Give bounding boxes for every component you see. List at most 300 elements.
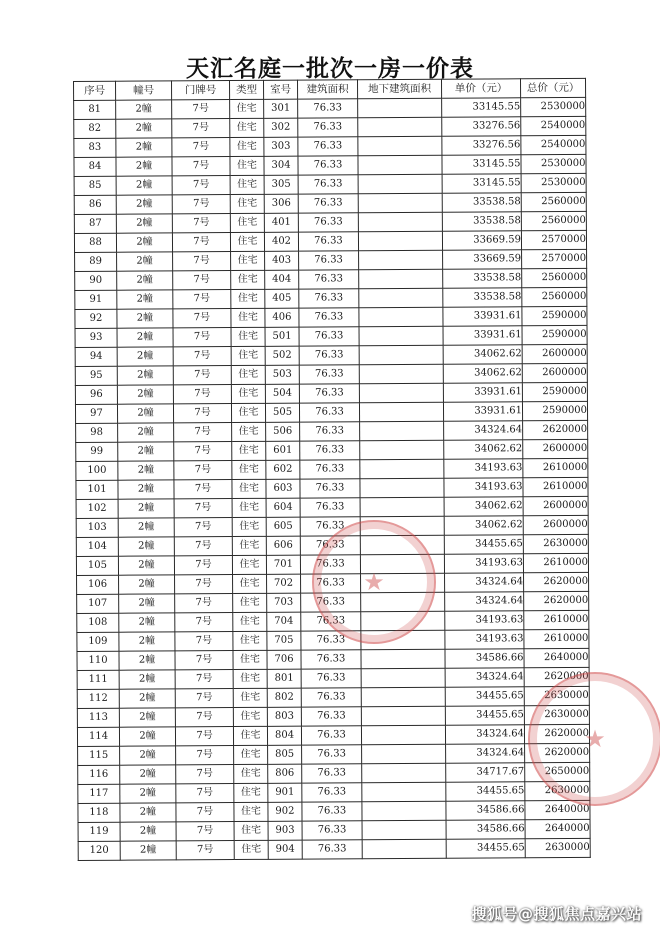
cell-underground-area <box>362 801 446 821</box>
cell-building: 2幢 <box>116 214 172 233</box>
cell-underground-area <box>359 383 443 403</box>
cell-room: 301 <box>264 99 298 118</box>
cell-door-number: 7号 <box>172 176 230 195</box>
cell-type: 住宅 <box>230 232 264 251</box>
cell-type: 住宅 <box>230 175 264 194</box>
cell-building: 2幢 <box>119 708 175 727</box>
cell-index: 87 <box>74 214 116 233</box>
cell-index: 85 <box>74 176 116 195</box>
table-row <box>77 724 589 746</box>
cell-building: 2幢 <box>118 423 174 442</box>
table-row <box>74 135 586 157</box>
cell-type: 住宅 <box>231 384 265 403</box>
cell-area: 76.33 <box>299 384 359 403</box>
cell-unit-price: 33931.61 <box>443 326 522 345</box>
cell-door-number: 7号 <box>172 100 230 119</box>
cell-index: 112 <box>77 689 119 708</box>
cell-type: 住宅 <box>233 631 267 650</box>
cell-total-price: 2630000 <box>525 838 590 857</box>
cell-index: 120 <box>78 841 120 860</box>
cell-building: 2幢 <box>118 537 174 556</box>
cell-underground-area <box>361 687 445 707</box>
cell-room: 805 <box>268 745 302 764</box>
cell-index: 110 <box>77 651 119 670</box>
table-row <box>74 211 586 233</box>
cell-room: 501 <box>265 327 299 346</box>
cell-type: 住宅 <box>233 574 267 593</box>
cell-unit-price: 34586.66 <box>446 801 525 820</box>
cell-type: 住宅 <box>234 821 268 840</box>
cell-area: 76.33 <box>300 517 360 536</box>
cell-index: 90 <box>75 271 117 290</box>
cell-total-price: 2610000 <box>523 553 588 572</box>
cell-area: 76.33 <box>301 612 361 631</box>
cell-type: 住宅 <box>232 555 266 574</box>
cell-total-price: 2620000 <box>523 420 588 439</box>
cell-total-price: 2540000 <box>521 116 586 135</box>
cell-area: 76.33 <box>302 783 362 802</box>
cell-room: 703 <box>267 593 301 612</box>
cell-underground-area <box>362 782 446 802</box>
cell-index: 88 <box>74 233 116 252</box>
cell-door-number: 7号 <box>174 556 232 575</box>
cell-total-price: 2590000 <box>522 401 587 420</box>
cell-underground-area <box>360 459 444 479</box>
cell-area: 76.33 <box>301 726 361 745</box>
cell-total-price: 2640000 <box>525 800 590 819</box>
cell-type: 住宅 <box>230 118 264 137</box>
cell-area: 76.33 <box>299 365 359 384</box>
table-row <box>75 363 587 385</box>
cell-total-price: 2620000 <box>524 667 589 686</box>
cell-underground-area <box>358 193 442 213</box>
cell-unit-price: 34062.62 <box>443 345 522 364</box>
table-row <box>76 439 588 461</box>
cell-room: 502 <box>265 346 299 365</box>
cell-building: 2幢 <box>120 746 176 765</box>
table-row <box>77 686 589 708</box>
table-row <box>78 819 590 841</box>
header-cell-door-number: 门牌号 <box>172 81 230 100</box>
cell-underground-area <box>362 744 446 764</box>
cell-building: 2幢 <box>120 841 176 860</box>
cell-total-price: 2620000 <box>524 591 589 610</box>
cell-building: 2幢 <box>120 765 176 784</box>
cell-room: 903 <box>268 821 302 840</box>
cell-index: 100 <box>76 461 118 480</box>
cell-index: 99 <box>76 442 118 461</box>
cell-room: 904 <box>268 840 302 859</box>
cell-type: 住宅 <box>230 156 264 175</box>
table-row <box>75 249 587 271</box>
cell-door-number: 7号 <box>173 271 231 290</box>
cell-door-number: 7号 <box>173 290 231 309</box>
cell-type: 住宅 <box>233 612 267 631</box>
cell-door-number: 7号 <box>175 613 233 632</box>
cell-door-number: 7号 <box>174 423 232 442</box>
table-row <box>77 667 589 689</box>
cell-area: 76.33 <box>300 555 360 574</box>
cell-type: 住宅 <box>234 802 268 821</box>
cell-index: 96 <box>75 385 117 404</box>
cell-area: 76.33 <box>301 631 361 650</box>
cell-building: 2幢 <box>119 651 175 670</box>
header-cell-unit-price: 单价（元） <box>441 79 520 98</box>
cell-index: 102 <box>76 499 118 518</box>
cell-building: 2幢 <box>117 347 173 366</box>
cell-room: 803 <box>267 707 301 726</box>
cell-unit-price: 34455.65 <box>446 782 525 801</box>
cell-type: 住宅 <box>231 346 265 365</box>
cell-room: 706 <box>267 650 301 669</box>
cell-underground-area <box>359 345 443 365</box>
cell-unit-price: 34062.62 <box>444 440 523 459</box>
cell-type: 住宅 <box>233 726 267 745</box>
cell-area: 76.33 <box>302 745 362 764</box>
cell-area: 76.33 <box>301 707 361 726</box>
cell-index: 83 <box>74 138 116 157</box>
cell-door-number: 7号 <box>174 537 232 556</box>
cell-total-price: 2630000 <box>525 781 590 800</box>
cell-building: 2幢 <box>118 556 174 575</box>
cell-total-price: 2590000 <box>522 382 587 401</box>
cell-index: 109 <box>77 632 119 651</box>
cell-building: 2幢 <box>117 309 173 328</box>
cell-building: 2幢 <box>119 594 175 613</box>
cell-room: 605 <box>266 517 300 536</box>
cell-building: 2幢 <box>118 499 174 518</box>
table-row <box>77 648 589 670</box>
cell-type: 住宅 <box>232 479 266 498</box>
cell-room: 305 <box>264 175 298 194</box>
cell-total-price: 2640000 <box>525 819 590 838</box>
cell-index: 98 <box>76 423 118 442</box>
cell-type: 住宅 <box>231 251 265 270</box>
cell-room: 902 <box>268 802 302 821</box>
table-row <box>78 781 590 803</box>
cell-building: 2幢 <box>119 670 175 689</box>
table-row <box>74 116 586 138</box>
cell-index: 93 <box>75 328 117 347</box>
table-row <box>75 287 587 309</box>
cell-building: 2幢 <box>117 385 173 404</box>
cell-room: 705 <box>267 631 301 650</box>
cell-area: 76.33 <box>301 593 361 612</box>
cell-door-number: 7号 <box>172 138 230 157</box>
cell-area: 76.33 <box>298 137 358 156</box>
cell-door-number: 7号 <box>176 784 234 803</box>
cell-building: 2幢 <box>116 100 172 119</box>
cell-total-price: 2590000 <box>522 325 587 344</box>
cell-unit-price: 33931.61 <box>443 307 522 326</box>
cell-type: 住宅 <box>232 422 266 441</box>
cell-door-number: 7号 <box>175 632 233 651</box>
cell-room: 403 <box>265 251 299 270</box>
cell-room: 505 <box>265 403 299 422</box>
cell-unit-price: 34062.62 <box>444 516 523 535</box>
header-cell-total-price: 总价（元） <box>520 78 585 97</box>
table-row <box>75 325 587 347</box>
cell-door-number: 7号 <box>172 214 230 233</box>
cell-index: 94 <box>75 347 117 366</box>
cell-unit-price: 34193.63 <box>445 630 524 649</box>
table-row <box>74 173 586 195</box>
cell-type: 住宅 <box>230 99 264 118</box>
cell-area: 76.33 <box>300 479 360 498</box>
cell-underground-area <box>358 117 442 137</box>
cell-underground-area <box>362 820 446 840</box>
cell-total-price: 2620000 <box>525 743 590 762</box>
cell-area: 76.33 <box>301 650 361 669</box>
page-title: 天汇名庭一批次一房一价表 <box>186 55 474 82</box>
cell-building: 2幢 <box>119 613 175 632</box>
cell-door-number: 7号 <box>174 499 232 518</box>
cell-door-number: 7号 <box>176 746 234 765</box>
cell-door-number: 7号 <box>172 233 230 252</box>
cell-total-price: 2610000 <box>523 458 588 477</box>
cell-room: 801 <box>267 669 301 688</box>
cell-unit-price: 34586.66 <box>446 820 525 839</box>
cell-unit-price: 33931.61 <box>443 383 522 402</box>
cell-unit-price: 33669.59 <box>442 231 521 250</box>
cell-room: 302 <box>264 118 298 137</box>
cell-unit-price: 33276.56 <box>442 117 521 136</box>
cell-total-price: 2620000 <box>524 724 589 743</box>
cell-index: 108 <box>77 613 119 632</box>
cell-door-number: 7号 <box>174 442 232 461</box>
cell-room: 604 <box>266 498 300 517</box>
cell-underground-area <box>359 402 443 422</box>
cell-unit-price: 33538.58 <box>442 193 521 212</box>
cell-building: 2幢 <box>118 442 174 461</box>
cell-room: 303 <box>264 137 298 156</box>
cell-building: 2幢 <box>117 328 173 347</box>
cell-type: 住宅 <box>230 137 264 156</box>
cell-unit-price: 34062.62 <box>443 364 522 383</box>
table-row <box>77 705 589 727</box>
cell-building: 2幢 <box>116 176 172 195</box>
cell-index: 115 <box>78 746 120 765</box>
cell-index: 81 <box>74 100 116 119</box>
cell-door-number: 7号 <box>175 708 233 727</box>
cell-area: 76.33 <box>298 175 358 194</box>
cell-total-price: 2650000 <box>525 762 590 781</box>
cell-total-price: 2610000 <box>523 477 588 496</box>
table-row <box>76 477 588 499</box>
cell-unit-price: 33145.55 <box>442 155 521 174</box>
cell-area: 76.33 <box>298 118 358 137</box>
cell-total-price: 2560000 <box>522 268 587 287</box>
cell-index: 104 <box>76 537 118 556</box>
cell-underground-area <box>361 649 445 669</box>
cell-door-number: 7号 <box>173 366 231 385</box>
cell-total-price: 2540000 <box>521 135 586 154</box>
cell-building: 2幢 <box>116 138 172 157</box>
cell-door-number: 7号 <box>173 347 231 366</box>
cell-type: 住宅 <box>234 783 268 802</box>
cell-underground-area <box>360 478 444 498</box>
cell-total-price: 2610000 <box>524 610 589 629</box>
cell-area: 76.33 <box>299 251 359 270</box>
cell-type: 住宅 <box>231 270 265 289</box>
cell-door-number: 7号 <box>175 594 233 613</box>
cell-building: 2幢 <box>116 157 172 176</box>
cell-index: 113 <box>77 708 119 727</box>
cell-type: 住宅 <box>232 536 266 555</box>
cell-index: 105 <box>76 556 118 575</box>
cell-index: 107 <box>77 594 119 613</box>
header-cell-underground-area: 地下建筑面积 <box>357 79 441 99</box>
cell-area: 76.33 <box>301 669 361 688</box>
table-row <box>78 838 590 860</box>
cell-underground-area <box>361 668 445 688</box>
cell-type: 住宅 <box>232 517 266 536</box>
cell-unit-price: 34062.62 <box>444 497 523 516</box>
cell-unit-price: 34324.64 <box>445 573 524 592</box>
cell-total-price: 2600000 <box>523 515 588 534</box>
cell-index: 111 <box>77 670 119 689</box>
table-row <box>75 382 587 404</box>
cell-building: 2幢 <box>120 784 176 803</box>
cell-underground-area <box>361 706 445 726</box>
cell-underground-area <box>358 98 442 118</box>
cell-room: 506 <box>266 422 300 441</box>
cell-type: 住宅 <box>234 745 268 764</box>
cell-index: 101 <box>76 480 118 499</box>
cell-total-price: 2610000 <box>524 629 589 648</box>
cell-index: 84 <box>74 157 116 176</box>
cell-underground-area <box>359 250 443 270</box>
cell-door-number: 7号 <box>176 803 234 822</box>
cell-underground-area <box>362 763 446 783</box>
cell-room: 601 <box>266 441 300 460</box>
cell-door-number: 7号 <box>176 841 234 860</box>
cell-underground-area <box>362 839 446 859</box>
cell-type: 住宅 <box>233 707 267 726</box>
cell-index: 117 <box>78 784 120 803</box>
cell-total-price: 2630000 <box>524 686 589 705</box>
cell-area: 76.33 <box>299 346 359 365</box>
cell-room: 504 <box>265 384 299 403</box>
cell-type: 住宅 <box>233 688 267 707</box>
cell-area: 76.33 <box>300 536 360 555</box>
cell-unit-price: 34193.63 <box>445 611 524 630</box>
cell-area: 76.33 <box>301 574 361 593</box>
cell-total-price: 2560000 <box>522 287 587 306</box>
cell-door-number: 7号 <box>175 575 233 594</box>
cell-unit-price: 33538.58 <box>443 288 522 307</box>
cell-door-number: 7号 <box>173 309 231 328</box>
cell-building: 2幢 <box>118 480 174 499</box>
cell-total-price: 2530000 <box>521 173 586 192</box>
official-seal: ★ <box>528 672 660 806</box>
cell-door-number: 7号 <box>176 822 234 841</box>
cell-type: 住宅 <box>231 327 265 346</box>
cell-building: 2幢 <box>118 461 174 480</box>
cell-room: 702 <box>267 574 301 593</box>
cell-building: 2幢 <box>120 803 176 822</box>
cell-building: 2幢 <box>117 404 173 423</box>
cell-room: 704 <box>267 612 301 631</box>
cell-index: 82 <box>74 119 116 138</box>
table-row <box>74 97 586 119</box>
cell-unit-price: 34193.63 <box>444 459 523 478</box>
cell-underground-area <box>358 212 442 232</box>
source-watermark: 搜狐号@搜狐焦点嘉兴站 <box>471 905 642 923</box>
cell-room: 802 <box>267 688 301 707</box>
cell-area: 76.33 <box>301 688 361 707</box>
cell-area: 76.33 <box>302 802 362 821</box>
cell-unit-price: 34586.66 <box>445 649 524 668</box>
cell-underground-area <box>360 440 444 460</box>
cell-total-price: 2560000 <box>521 211 586 230</box>
cell-room: 306 <box>264 194 298 213</box>
cell-area: 76.33 <box>302 840 362 859</box>
table-row <box>75 306 587 328</box>
cell-building: 2幢 <box>117 290 173 309</box>
cell-total-price: 2530000 <box>521 154 586 173</box>
cell-unit-price: 34455.65 <box>445 706 524 725</box>
cell-type: 住宅 <box>234 840 268 859</box>
cell-unit-price: 33538.58 <box>442 212 521 231</box>
cell-total-price: 2600000 <box>522 363 587 382</box>
cell-index: 97 <box>75 404 117 423</box>
cell-area: 76.33 <box>299 289 359 308</box>
cell-underground-area <box>358 136 442 156</box>
cell-room: 804 <box>267 726 301 745</box>
cell-building: 2幢 <box>119 575 175 594</box>
cell-area: 76.33 <box>299 270 359 289</box>
cell-area: 76.33 <box>299 403 359 422</box>
cell-type: 住宅 <box>232 498 266 517</box>
cell-area: 76.33 <box>298 156 358 175</box>
cell-type: 住宅 <box>233 593 267 612</box>
cell-total-price: 2570000 <box>521 230 586 249</box>
cell-underground-area <box>358 174 442 194</box>
cell-underground-area <box>359 326 443 346</box>
cell-area: 76.33 <box>298 213 358 232</box>
table-row <box>76 496 588 518</box>
cell-unit-price: 33145.55 <box>442 174 521 193</box>
cell-room: 806 <box>268 764 302 783</box>
header-cell-room: 室号 <box>263 80 297 99</box>
table-row <box>78 743 590 765</box>
cell-index: 103 <box>76 518 118 537</box>
cell-door-number: 7号 <box>173 328 231 347</box>
cell-area: 76.33 <box>302 821 362 840</box>
cell-room: 606 <box>266 536 300 555</box>
cell-room: 401 <box>264 213 298 232</box>
cell-building: 2幢 <box>116 233 172 252</box>
cell-building: 2幢 <box>119 689 175 708</box>
cell-door-number: 7号 <box>172 157 230 176</box>
table-row <box>74 230 586 252</box>
cell-building: 2幢 <box>116 119 172 138</box>
cell-total-price: 2600000 <box>523 496 588 515</box>
table-row <box>75 401 587 423</box>
cell-door-number: 7号 <box>176 765 234 784</box>
cell-building: 2幢 <box>117 366 173 385</box>
cell-type: 住宅 <box>231 365 265 384</box>
cell-unit-price: 34455.65 <box>446 839 525 858</box>
header-cell-area: 建筑面积 <box>297 80 357 99</box>
table-row <box>75 344 587 366</box>
cell-underground-area <box>360 497 444 517</box>
cell-room: 404 <box>265 270 299 289</box>
cell-unit-price: 34324.64 <box>445 725 524 744</box>
cell-index: 91 <box>75 290 117 309</box>
cell-type: 住宅 <box>230 194 264 213</box>
